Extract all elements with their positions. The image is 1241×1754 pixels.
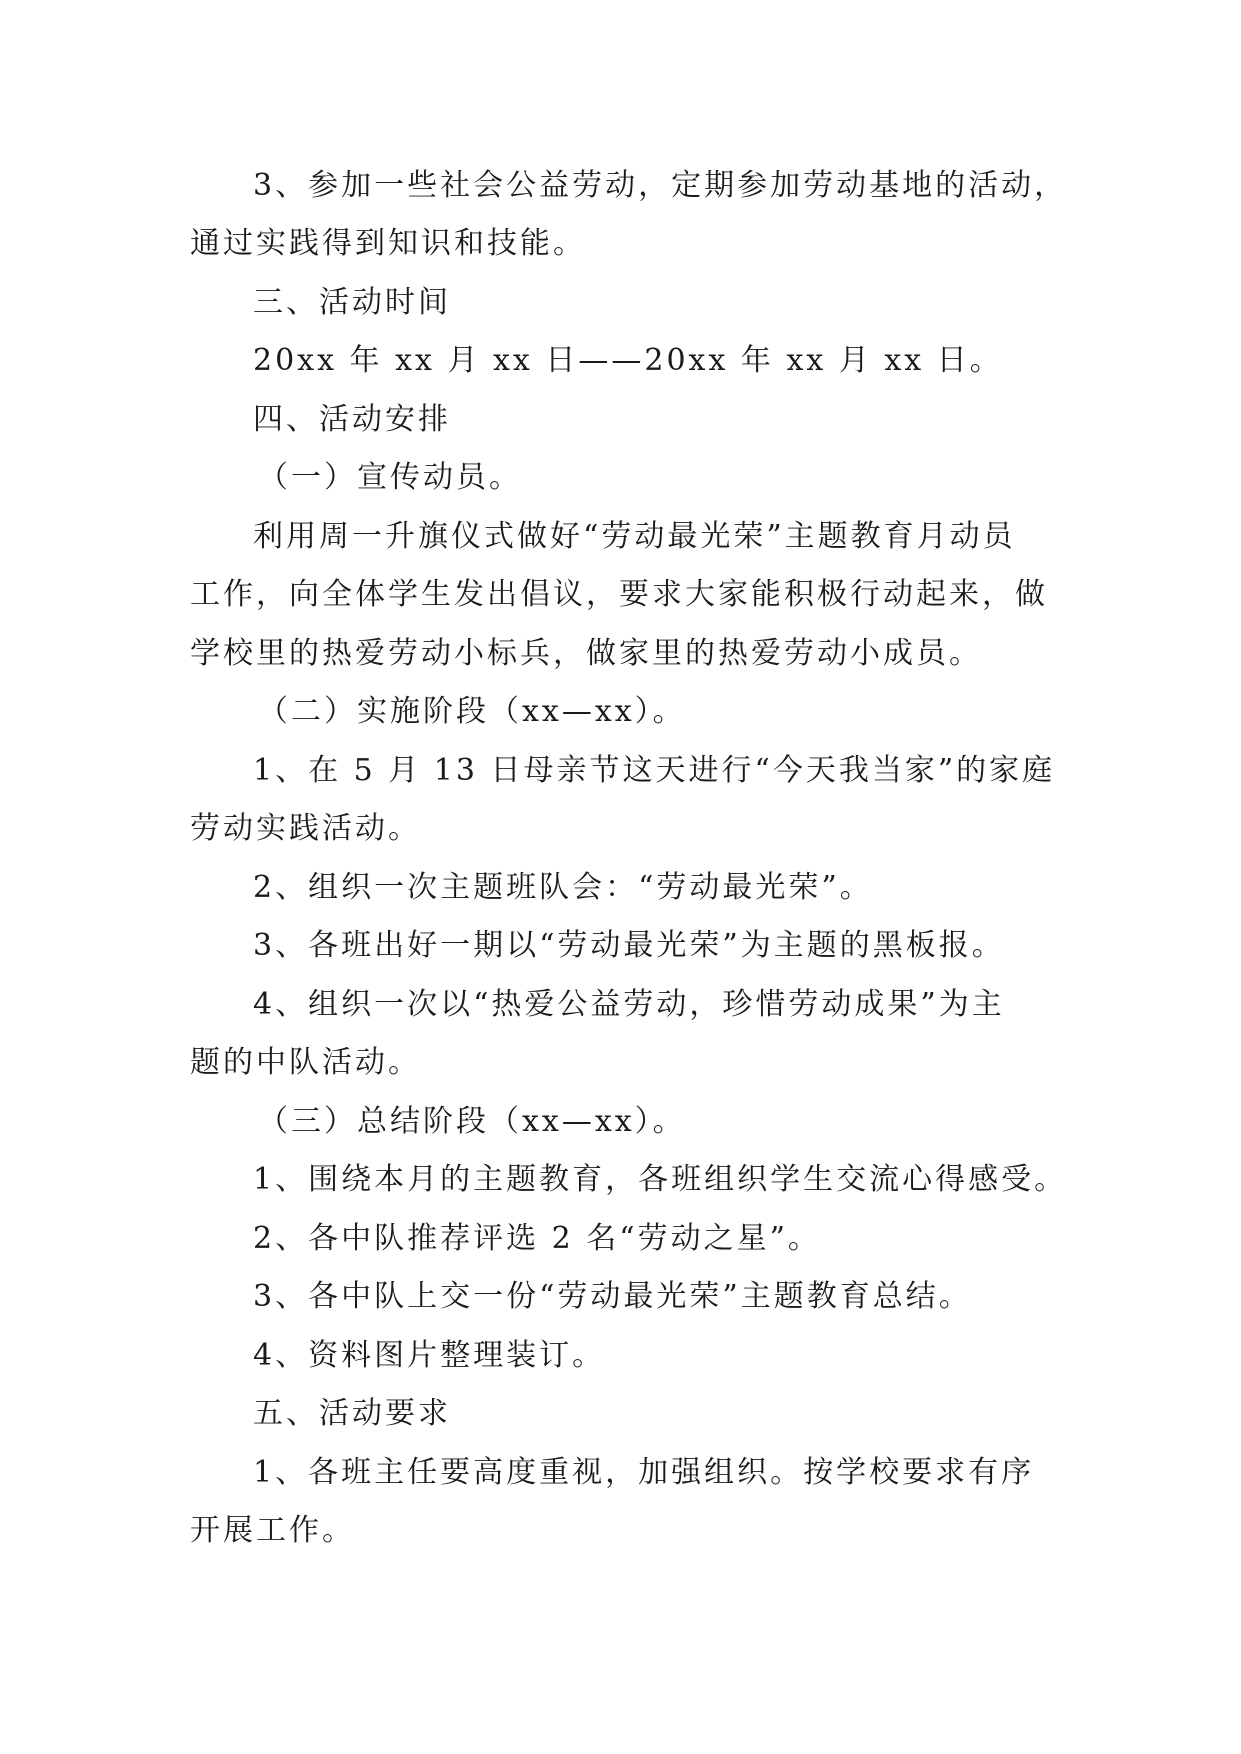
body-text-line: 3、参加一些社会公益劳动，定期参加劳动基地的活动，: [253, 168, 1068, 203]
body-text-line: 1、各班主任要高度重视，加强组织。按学校要求有序: [253, 1455, 1035, 1490]
subsection-heading: （二）实施阶段（xx—xx）。: [258, 694, 686, 729]
body-text-line: 2、组织一次主题班队会：“劳动最光荣”。: [253, 870, 873, 905]
body-text-line: 1、围绕本月的主题教育，各班组织学生交流心得感受。: [253, 1162, 1068, 1197]
section-heading: 三、活动时间: [253, 285, 451, 320]
body-text-line: 学校里的热爱劳动小标兵，做家里的热爱劳动小成员。: [190, 636, 982, 671]
body-text-line: 题的中队活动。: [190, 1045, 421, 1080]
body-text-line: 1、在 5 月 13 日母亲节这天进行“今天我当家”的家庭: [253, 753, 1056, 788]
section-heading: 四、活动安排: [253, 402, 451, 437]
subsection-heading: （三）总结阶段（xx—xx）。: [258, 1104, 686, 1139]
body-text-line: 3、各中队上交一份“劳动最光荣”主题教育总结。: [253, 1279, 972, 1314]
section-heading: 五、活动要求: [253, 1396, 451, 1431]
body-text-line: 2、各中队推荐评选 2 名“劳动之星”。: [253, 1221, 821, 1256]
body-text-line: 4、组织一次以“热爱公益劳动，珍惜劳动成果”为主: [253, 987, 1005, 1022]
body-text-line: 劳动实践活动。: [190, 811, 421, 846]
body-text-line: 通过实践得到知识和技能。: [190, 226, 586, 261]
body-text-line: 3、各班出好一期以“劳动最光荣”为主题的黑板报。: [253, 928, 1005, 963]
body-text-line: 工作，向全体学生发出倡议，要求大家能积极行动起来，做: [190, 577, 1048, 612]
body-text-line: 4、资料图片整理装订。: [253, 1338, 606, 1373]
body-text-line: 利用周一升旗仪式做好“劳动最光荣”主题教育月动员: [253, 519, 1016, 554]
body-text-line: 20xx 年 xx 月 xx 日——20xx 年 xx 月 xx 日。: [253, 343, 1003, 378]
subsection-heading: （一）宣传动员。: [258, 460, 522, 495]
body-text-line: 开展工作。: [190, 1513, 355, 1548]
